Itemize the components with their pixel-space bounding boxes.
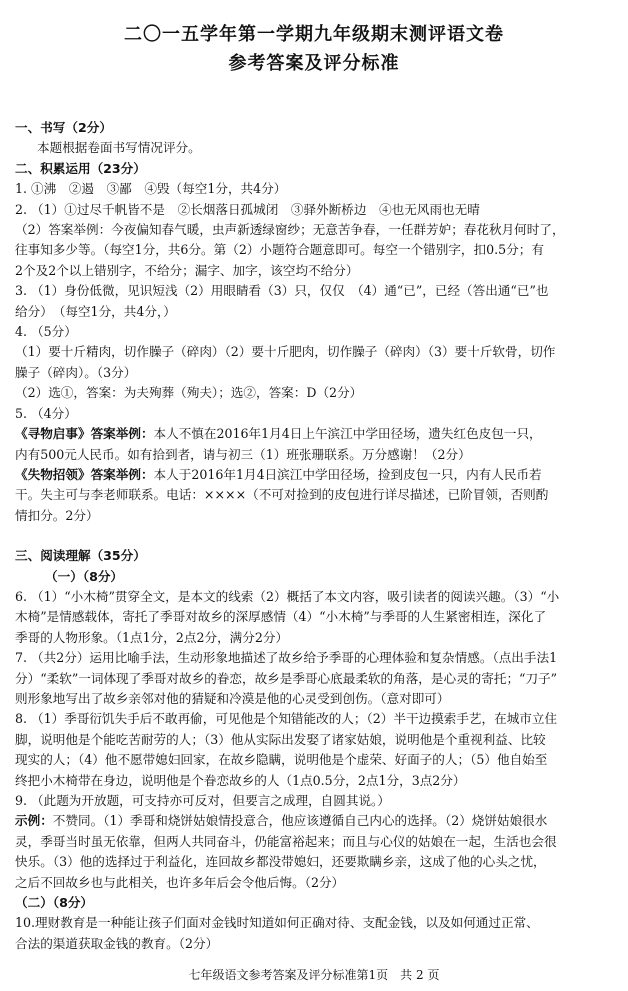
answer-q9-line1: 9. （此题为开放题，可支持亦可反对，但要言之成理，自圆其说。） [15, 793, 390, 808]
answer-q8-line2: 脚，说明他是个能吃苦耐劳的人；（3）他从实际出发娶了诸家姑娘，说明他是个重视利益、比较 [15, 731, 546, 747]
answer-q10-line1: 10.理财教育是一种能让孩子们面对金钱时知道如何正确对待、支配金钱，以及如何通过正常、 [15, 915, 539, 931]
page-title: 二〇一五学年第一学期九年级期末测评语文卷 [124, 24, 504, 45]
lost-notice-label: 《寻物启事》答案举例： [15, 426, 154, 442]
answer-q7-line2: 分）“柔软”一词体现了季哥对故乡的眷恋，故乡是季哥心底最柔软的角落，是心灵的寄托；“刀子” [15, 670, 558, 686]
answer-q7-line1: 7. （共2分）运用比喻手法，生动形象地描述了故乡给予季哥的心理体验和复杂情感。（点出手法1 [15, 650, 558, 666]
answer-q4-line2: 臊子（碎肉）。（3分） [15, 364, 137, 380]
answer-q8-line1: 8. （1）季哥衍饥失手后不敢再偷，可见他是个知错能改的人；（2）半干边摸索手艺，在城市立住 [15, 711, 558, 727]
answer-q6-line1: 6. （1）“小木椅”贯穿全文，是本文的线索（2）概括了本文内容，吸引读者的阅读兴趣。（3）“小 [15, 588, 560, 604]
found-notice-label: 《失物招领》答案举例： [15, 466, 154, 482]
answer-q9-line4: 快乐。（3）他的选择过于利益化，连回故乡都没带媳妇，还要欺瞒乡亲，这成了他的心头之忧， [15, 854, 546, 870]
answer-q3-line2: 给分） （每空1分，共4分，） [15, 303, 176, 319]
page-footer: 七年级语文参考答案及评分标准第1页 共 2 页 [188, 968, 440, 982]
answer-q5-head: 5. （4分） [15, 405, 77, 421]
section-heading-reading: 三、阅读理解（35分） [15, 548, 146, 564]
answer-q6-line3: 季哥的人物形象。（1点1分，2点2分，满分2分） [15, 629, 289, 645]
example-label: 示例： [15, 813, 53, 829]
answer-q9-line2: 示例：不赞同。（1）季哥和烧饼姑娘情投意合，他应该遵循自己内心的选择。（2）烧饼姑娘很水 [15, 813, 548, 829]
answer-q9-line3: 灵，季哥当时虽无依靠，但两人共同奋斗，仍能富裕起来；而且与心仪的姑娘在一起，生活也会很 [15, 833, 557, 849]
answer-q8-line3: 现实的人；（4）他不愿带媳妇回家，在故乡隐瞒，说明他是个虚荣、好面子的人；（5）他自始至 [15, 752, 548, 768]
section-heading-accumulation: 二、积累运用（23分） [15, 160, 146, 176]
answer-q2-part2-line3: 2个及2个以上错别字，不给分；漏字、加字，该空均不给分） [15, 262, 359, 278]
answer-q5-lost-notice-line2: 内有500元人民币。如有拾到者，请与初三（1）班张珊联系。万分感谢！（2分） [15, 446, 471, 462]
answer-q6-line2: 木椅”是情感载体，寄托了季哥对故乡的深厚感情（4）“小木椅”与季哥的人生紧密相连，深化了 [15, 609, 547, 625]
answer-q4-head: 4. （5分） [15, 324, 77, 340]
subsection-heading-2: （二）（8分） [15, 895, 94, 911]
section-text-writing: 本题根据卷面书写情况评分。 [37, 140, 201, 156]
answer-q3-line1: 3. （1）身份低微，见识短浅（2）用眼睛看（3）只，仅仅 （4）通“已”，已经（答出通“已”也 [15, 283, 549, 299]
answer-q2-part2-line1: （2）答案举例：今夜偏知春气暖，虫声新透绿窗纱；无意苦争春，一任群芳妒；春花秋月何时了， [15, 222, 565, 238]
answer-q5-lost-notice-line1: 《寻物启事》答案举例：本人不慎在2016年1月4日上午滨江中学田径场，遗失红色皮包一只， [15, 426, 542, 442]
answer-q8-line4: 终把小木椅带在身边，说明他是个眷恋故乡的人（1点0.5分，2点1分，3点2分） [15, 772, 466, 788]
answer-q5-found-notice-line1: 《失物招领》答案举例：本人于2016年1月4日滨江中学田径场，捡到皮包一只，内有人民币若 [15, 466, 542, 482]
answer-q1: 1. ①沸 ②遏 ③鄙 ④毁（每空1分，共4分） [15, 181, 287, 197]
answer-q5-found-notice-line2: 干。失主可与李老师联系。电话：××××（不可对捡到的皮包进行详尽描述，已阶冒领，否则酌 [15, 487, 549, 503]
page-subtitle: 参考答案及评分标准 [228, 53, 400, 74]
answer-q9-line5: 之后不回故乡也与此相关，也许多年后会令他后悔。（2分） [15, 874, 345, 890]
answer-q4-line1: （1）要十斤精肉，切作臊子（碎肉）（2）要十斤肥肉，切作臊子（碎肉）（3）要十斤软骨，切作 [15, 344, 556, 360]
answer-q7-line3: 则形象地写出了故乡亲邻对他的猜疑和冷漠是他的心灵受到创伤。（意对即可） [15, 690, 450, 706]
answer-q10-line2: 合法的渠道获取金钱的教育。（2分） [15, 935, 219, 951]
subsection-heading-1: （一）（8分） [45, 568, 124, 584]
answer-q2-part1: 2. （1）①过尽千帆皆不是 ②长烟落日孤城闭 ③驿外断桥边 ④也无风雨也无晴 [15, 201, 480, 217]
section-heading-writing: 一、书写（2分） [15, 120, 112, 135]
answer-q2-part2-line2: 往事知多少等。（每空1分，共6分。第（2）小题符合题意即可。每空一个错别字，扣0.5分；有 [15, 242, 544, 258]
answer-body [15, 118, 622, 954]
answer-q5-found-notice-line3: 情扣分。2分） [15, 507, 99, 523]
answer-q4-line3: （2）选①，答案：为夫殉葬（殉夫）；选②，答案：D（2分） [15, 385, 363, 401]
